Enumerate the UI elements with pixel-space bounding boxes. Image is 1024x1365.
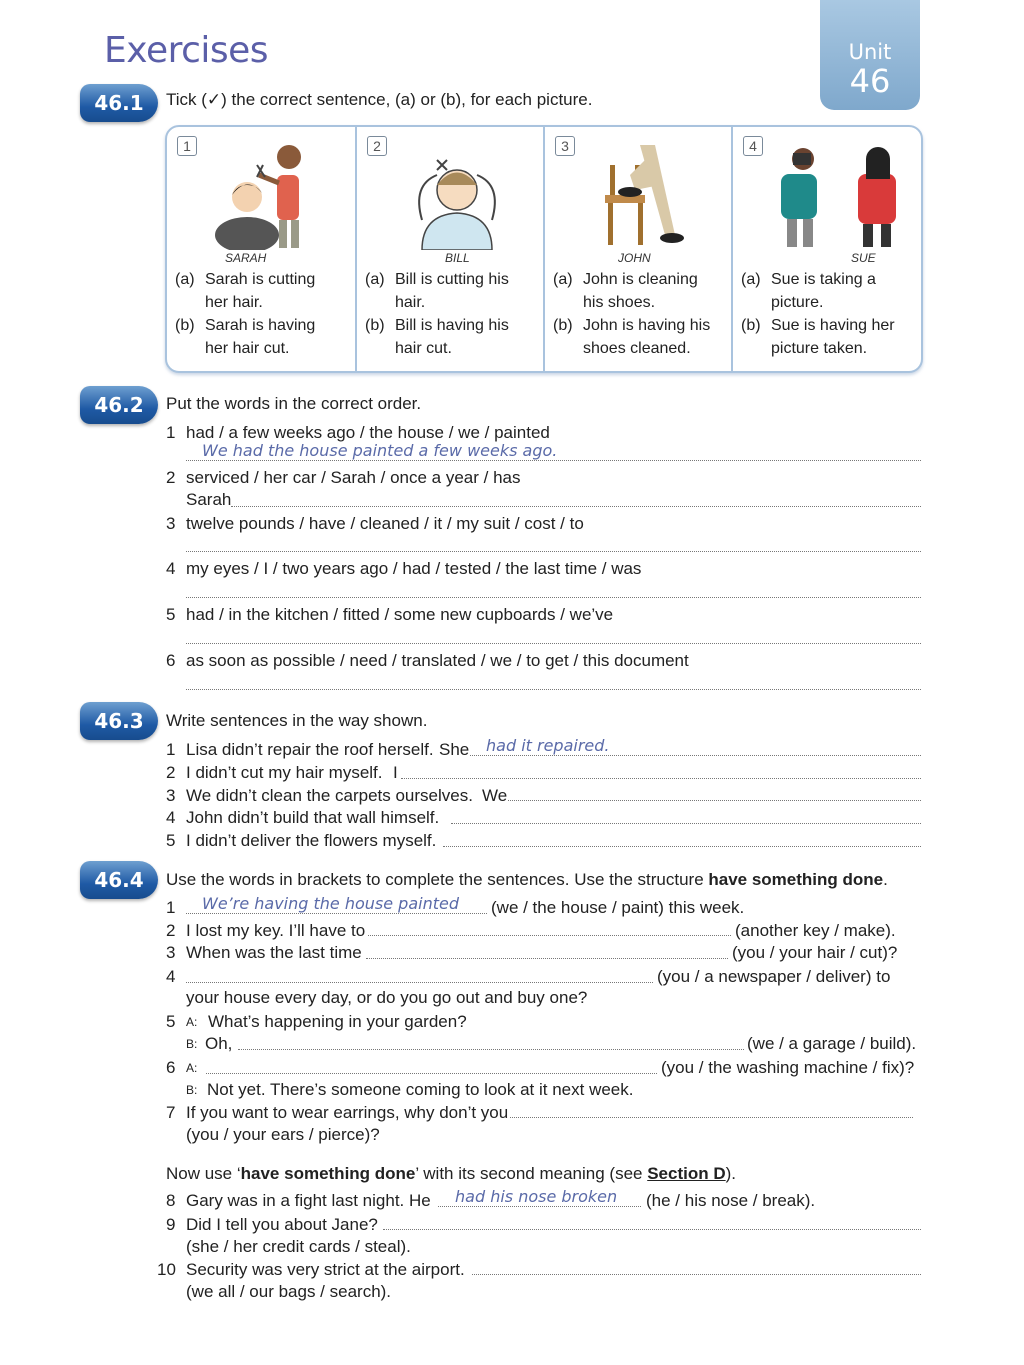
item-cue: (he / his nose / break). xyxy=(646,1191,816,1210)
item-number: 2 xyxy=(166,921,176,940)
panel-number: 2 xyxy=(367,136,387,156)
item-prompt: Oh, xyxy=(205,1034,233,1053)
item-prompt: When was the last time xyxy=(186,943,362,962)
shoe-cleaning-illustration xyxy=(580,135,700,250)
item-prompt: had / a few weeks ago / the house / we / painted xyxy=(186,423,550,442)
item-cue: (we / the house / paint) this week. xyxy=(491,898,745,917)
option-label: (a) xyxy=(365,271,385,288)
item-number: 4 xyxy=(166,808,176,827)
item-prompt: Security was very strict at the airport. xyxy=(186,1260,465,1279)
instruction-46-4: Use the words in brackets to complete the sentences. Use the structure have something done. xyxy=(166,870,888,889)
item-cue: (you / your ears / pierce)? xyxy=(186,1125,380,1144)
answer-start: She xyxy=(439,740,470,759)
item-number: 9 xyxy=(166,1215,176,1234)
option-1b xyxy=(175,314,355,360)
option-2a xyxy=(365,268,545,314)
item-prompt: serviced / her car / Sarah / once a year / has xyxy=(186,468,521,487)
option-text: John is cleaning xyxy=(583,271,698,288)
option-4b xyxy=(741,314,916,360)
photo-illustration xyxy=(763,139,913,249)
item-prompt: Gary was in a fight last night. He xyxy=(186,1191,431,1210)
option-3a xyxy=(553,268,733,314)
option-label: (b) xyxy=(553,317,573,334)
option-text: her hair cut. xyxy=(205,340,290,357)
option-label: (a) xyxy=(553,271,573,288)
option-1a xyxy=(175,268,355,314)
item-prompt: as soon as possible / need / translated / we / to get / this document xyxy=(186,651,689,670)
answer-line[interactable] xyxy=(470,755,921,756)
panel-caption: SUE xyxy=(851,251,876,265)
panel-caption: BILL xyxy=(445,251,470,265)
option-text: John is having his xyxy=(583,317,711,334)
item-number: 2 xyxy=(166,468,176,487)
answer-line[interactable] xyxy=(206,1073,657,1074)
answer-line[interactable] xyxy=(186,689,921,690)
instruction-46-2: Put the words in the correct order. xyxy=(166,394,422,413)
option-4a xyxy=(741,268,916,314)
item-cue: (you / a newspaper / deliver) to xyxy=(657,967,891,986)
item-prompt: I didn’t deliver the flowers myself. xyxy=(186,831,437,850)
answer-line[interactable] xyxy=(510,1117,913,1118)
item-prompt: What’s happening in your garden? xyxy=(208,1012,467,1031)
answer-line[interactable] xyxy=(438,1206,641,1207)
answer-line[interactable] xyxy=(231,506,921,507)
speaker-label: A: xyxy=(186,1061,198,1075)
answer-line[interactable] xyxy=(186,597,921,598)
option-text: Sue is having her xyxy=(771,317,895,334)
item-number: 2 xyxy=(166,763,176,782)
item-number: 4 xyxy=(166,559,176,578)
exercise-badge-46-2: 46.2 xyxy=(80,386,158,424)
item-cue: (you / the washing machine / fix)? xyxy=(661,1058,915,1077)
option-text: picture taken. xyxy=(771,340,868,357)
answer-line[interactable] xyxy=(186,643,921,644)
option-3b xyxy=(553,314,733,360)
exercise-badge-46-3: 46.3 xyxy=(80,702,158,740)
item-number: 6 xyxy=(166,651,176,670)
option-2b xyxy=(365,314,545,360)
instruction-46-1: Tick (✓) the correct sentence, (a) or (b), for each picture. xyxy=(166,90,593,109)
answer-prefix: Sarah xyxy=(186,490,232,509)
answer-start: I xyxy=(393,763,398,782)
item-cue: (we / a garage / build). xyxy=(747,1034,917,1053)
item-prompt: I lost my key. I’ll have to xyxy=(186,921,366,940)
panel-caption: JOHN xyxy=(618,251,651,265)
panel-number: 4 xyxy=(743,136,763,156)
item-number: 6 xyxy=(166,1058,176,1077)
answer-line[interactable] xyxy=(508,800,921,801)
instruction-46-3: Write sentences in the way shown. xyxy=(166,711,428,730)
item-number: 3 xyxy=(166,943,176,962)
item-prompt: had / in the kitchen / fitted / some new cupboards / we’ve xyxy=(186,605,614,624)
item-number: 1 xyxy=(166,740,176,759)
panel-number: 3 xyxy=(555,136,575,156)
item-number: 8 xyxy=(166,1191,176,1210)
item-number: 1 xyxy=(166,898,176,917)
item-prompt: I didn’t cut my hair myself. xyxy=(186,763,383,782)
option-text: his shoes. xyxy=(583,294,656,311)
item-number: 4 xyxy=(166,967,176,986)
answer-line[interactable] xyxy=(401,778,921,779)
option-text: Bill is cutting his xyxy=(395,271,509,288)
item-prompt: John didn’t build that wall himself. xyxy=(186,808,440,827)
option-text: Bill is having his xyxy=(395,317,509,334)
answer-line[interactable] xyxy=(186,982,653,983)
exercise-badge-46-1: 46.1 xyxy=(80,84,158,122)
option-label: (b) xyxy=(741,317,761,334)
sample-answer: We’re having the house painted xyxy=(202,894,459,913)
item-number: 10 xyxy=(157,1260,176,1279)
item-prompt: Lisa didn’t repair the roof herself. xyxy=(186,740,434,759)
speaker-label: B: xyxy=(186,1083,198,1097)
self-haircut-illustration xyxy=(392,135,522,250)
option-label: (a) xyxy=(741,271,761,288)
item-number: 5 xyxy=(166,831,176,850)
item-number: 3 xyxy=(166,786,176,805)
item-number: 5 xyxy=(166,1012,176,1031)
item-cue: (another key / make). xyxy=(735,921,896,940)
item-prompt: twelve pounds / have / cleaned / it / my suit / cost / to xyxy=(186,514,584,533)
instruction-second-meaning: Now use ‘have something done’ with its second meaning (see Section D). xyxy=(166,1164,737,1183)
page-title: Exercises xyxy=(104,30,269,71)
answer-line[interactable] xyxy=(472,1274,921,1275)
answer-line[interactable] xyxy=(368,935,731,936)
answer-line[interactable] xyxy=(443,846,921,847)
answer-line[interactable] xyxy=(186,460,921,461)
answer-line[interactable] xyxy=(238,1049,744,1050)
item-prompt: Not yet. There’s someone coming to look at it next week. xyxy=(207,1080,634,1099)
option-text: hair. xyxy=(395,294,426,311)
section-d-link[interactable]: Section D xyxy=(647,1164,726,1183)
item-number: 5 xyxy=(166,605,176,624)
exercise-badge-46-4: 46.4 xyxy=(80,861,158,899)
option-text: picture. xyxy=(771,294,824,311)
item-number: 1 xyxy=(166,423,176,442)
item-prompt: If you want to wear earrings, why don’t you xyxy=(186,1103,509,1122)
item-cue: (you / your hair / cut)? xyxy=(732,943,898,962)
sample-answer: had it repaired. xyxy=(486,736,610,755)
answer-line[interactable] xyxy=(366,958,728,959)
option-text: hair cut. xyxy=(395,340,452,357)
answer-line[interactable] xyxy=(186,913,487,914)
answer-line[interactable] xyxy=(186,551,921,552)
option-label: (b) xyxy=(365,317,385,334)
option-label: (a) xyxy=(175,271,195,288)
panel-number: 1 xyxy=(177,136,197,156)
speaker-label: B: xyxy=(186,1037,198,1051)
option-label: (b) xyxy=(175,317,195,334)
sample-answer: had his nose broken xyxy=(455,1187,618,1206)
item-prompt: We didn’t clean the carpets ourselves. xyxy=(186,786,473,805)
answer-line[interactable] xyxy=(451,823,921,824)
sample-answer: We had the house painted a few weeks ago. xyxy=(202,441,558,460)
unit-tab xyxy=(820,0,920,110)
item-cue: (we all / our bags / search). xyxy=(186,1282,392,1301)
panel-caption: SARAH xyxy=(225,251,267,265)
speaker-label: A: xyxy=(186,1015,198,1029)
unit-number: 46 xyxy=(849,62,891,100)
item-prompt: your house every day, or do you go out and buy one? xyxy=(186,988,588,1007)
option-text: shoes cleaned. xyxy=(583,340,691,357)
item-cue: (she / her credit cards / steal). xyxy=(186,1237,411,1256)
option-text: Sue is taking a xyxy=(771,271,876,288)
item-prompt: my eyes / I / two years ago / had / tested / the last time / was xyxy=(186,559,642,578)
item-prompt: Did I tell you about Jane? xyxy=(186,1215,378,1234)
item-number: 7 xyxy=(166,1103,176,1122)
unit-label: Unit xyxy=(848,40,892,64)
option-text: her hair. xyxy=(205,294,263,311)
answer-line[interactable] xyxy=(383,1229,921,1230)
answer-start: We xyxy=(482,786,508,805)
haircut-illustration xyxy=(207,135,317,250)
option-text: Sarah is having xyxy=(205,317,316,334)
option-text: Sarah is cutting xyxy=(205,271,316,288)
item-number: 3 xyxy=(166,514,176,533)
